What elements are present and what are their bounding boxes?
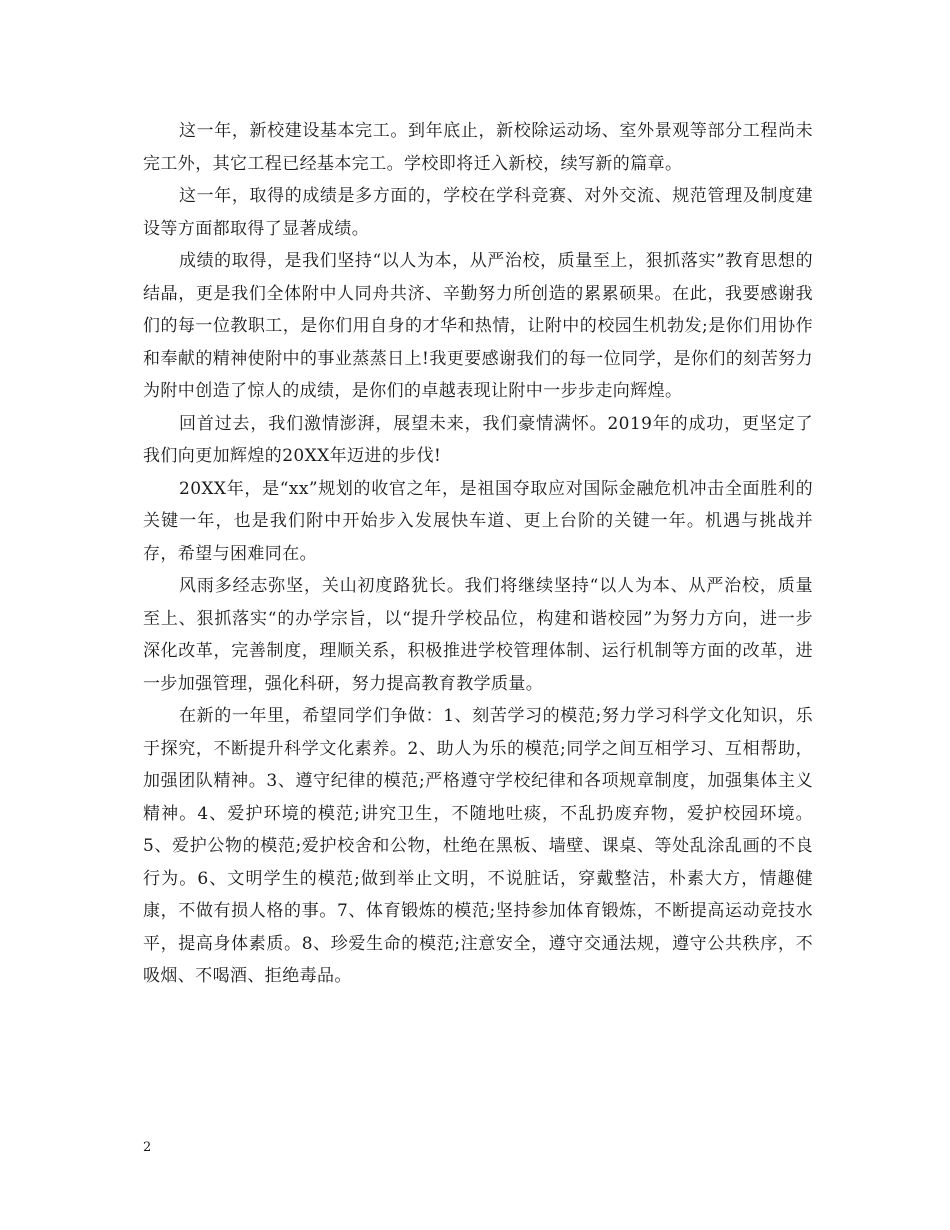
paragraph: 风雨多经志弥坚，关山初度路犹长。我们将继续坚持“以人为本、从严治校，质量至上、狠抓落实“的办学宗旨，以“提升学校品位，构建和谐校园”为努力方向，进一步深化改革，完善制度，理顺关系，积极推进学校管理体制、运行机制等方面的改革，进一步加强管理，强化科研，努力提高教育教学质量。 xyxy=(143,576,813,694)
paragraph: 20XX年，是“xx”规划的收官之年，是祖国夺取应对国际金融危机冲击全面胜利的关键一年，也是我们附中开始步入发展快车道、更上台阶的关键一年。机遇与挑战并存，希望与困难同在。 xyxy=(143,478,813,564)
paragraph: 这一年，新校建设基本完工。到年底止，新校除运动场、室外景观等部分工程尚未完工外，其它工程已经基本完工。学校即将迁入新校，续写新的篇章。 xyxy=(143,121,813,174)
paragraph: 成绩的取得，是我们坚持“以人为本，从严治校，质量至上，狠抓落实”教育思想的结晶，更是我们全体附中人同舟共济、辛勤努力所创造的累累硕果。在此，我要感谢我们的每一位教职工，是你们用自身的才华和热情，让附中的校园生机勃发;是你们用协作和奉献的精神使附中的事业蒸蒸日上!我更要感谢我们的每一位同学，是你们的刻苦努力为附中创造了惊人的成绩，是你们的卓越表现让附中一步步走向辉煌。 xyxy=(143,251,813,401)
paragraph: 在新的一年里，希望同学们争做：1、刻苦学习的模范;努力学习科学文化知识，乐于探究，不断提升科学文化素养。2、助人为乐的模范;同学之间互相学习、互相帮助，加强团队精神。3、遵守纪律的模范;严格遵守学校纪律和各项规章制度，加强集体主义精神。4、爱护环境的模范;讲究卫生，不随地吐痰，不乱扔废弃物，爱护校园环境。5、爱护公物的模范;爱护校舍和公物，杜绝在黑板、墙壁、课桌、等处乱涂乱画的不良行为。6、文明学生的模范;做到举止文明，不说脏话，穿戴整洁，朴素大方，情趣健康，不做有损人格的事。7、体育锻炼的模范;坚持参加体育锻炼，不断提高运动竞技水平，提高身体素质。8、珍爱生命的模范;注意安全，遵守交通法规，遵守公共秩序，不吸烟、不喝酒、拒绝毒品。 xyxy=(143,706,813,986)
document-body xyxy=(143,115,813,993)
paragraph: 回首过去，我们激情澎湃，展望未来，我们豪情满怀。2019年的成功，更坚定了我们向更加辉煌的20XX年迈进的步伐! xyxy=(143,413,813,466)
page-number: 2 xyxy=(143,1140,152,1155)
paragraph: 这一年，取得的成绩是多方面的，学校在学科竞赛、对外交流、规范管理及制度建设等方面都取得了显著成绩。 xyxy=(143,186,813,239)
